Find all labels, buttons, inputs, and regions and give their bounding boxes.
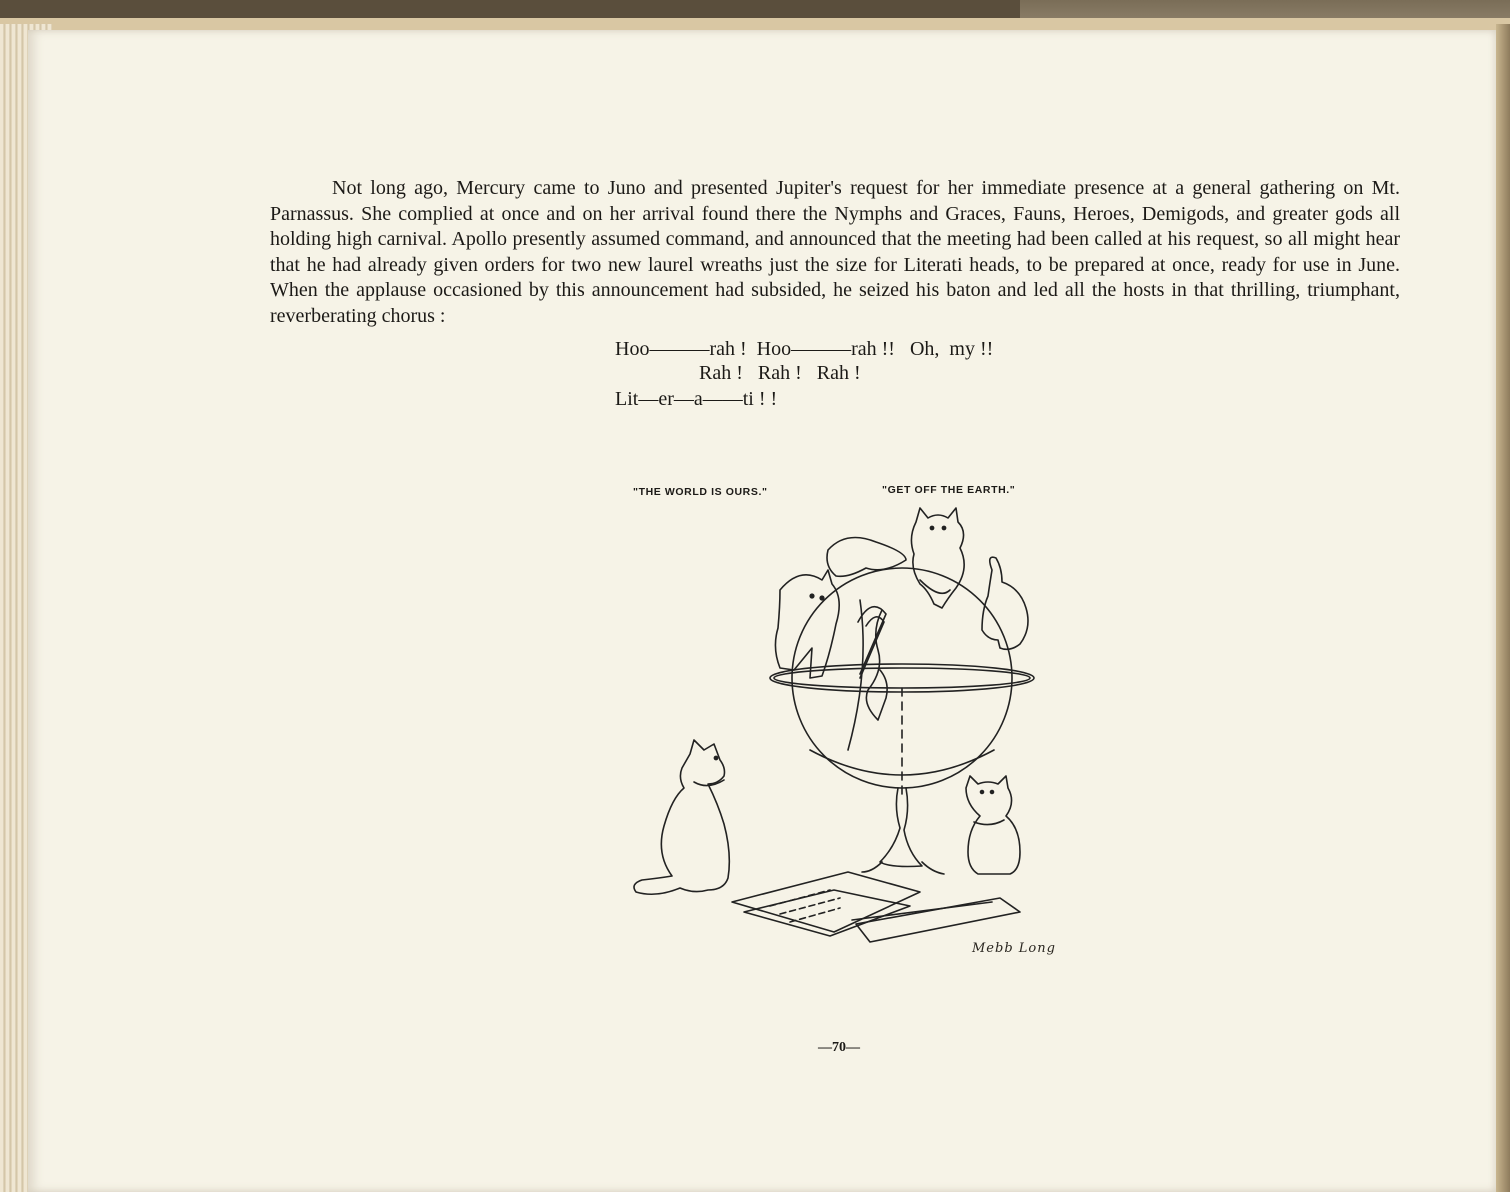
globe-drawing: [770, 568, 1034, 800]
cheer-line-1: Hoo———rah ! Hoo———rah !! Oh, my !!: [615, 338, 994, 360]
caption-world-is-ours: "THE WORLD IS OURS.": [633, 486, 768, 498]
cats-on-globe-illustration: [620, 500, 1060, 970]
globe-stand-drawing: [862, 788, 944, 874]
cat-climbing-left: [775, 570, 839, 678]
book-right-edge: [1496, 24, 1510, 1192]
cat-sitting-small-right: [966, 776, 1020, 874]
cat-crouching-top: [827, 538, 906, 577]
artist-signature: Mebb Long: [972, 941, 1056, 956]
cheer-line-2: Rah ! Rah ! Rah !: [699, 362, 861, 384]
scattered-papers-drawing: [732, 872, 1020, 942]
caption-get-off-the-earth: "GET OFF THE EARTH.": [882, 484, 1016, 496]
cat-sitting-looking-up: [634, 740, 729, 894]
body-paragraph: [270, 176, 1400, 330]
page-number: —70—: [818, 1040, 860, 1055]
cat-sitting-right-on-ring: [982, 557, 1028, 649]
cheer-line-3: Lit—er—a——ti ! !: [615, 388, 778, 410]
paragraph-text: Not long ago, Mercury came to Juno and presented Jupiter's request for her immediate presence at a general gathering on Mt. Parnassus. She complied at once and on her arrival found there the Nymphs and Graces, Fauns, Heroes, Demigods, and greater gods all holding high carnival. Apollo presently assumed command, and announced that the meeting had been called at his request, so all might hear that he had already given orders for two new laurel wreaths just the size for Literati heads, to be prepared at once, ready for use in June. When the applause occasioned by this announcement had subsided, he seized his baton and led all the hosts in that thrilling, triumphant, reverberating chorus :: [270, 177, 1400, 327]
